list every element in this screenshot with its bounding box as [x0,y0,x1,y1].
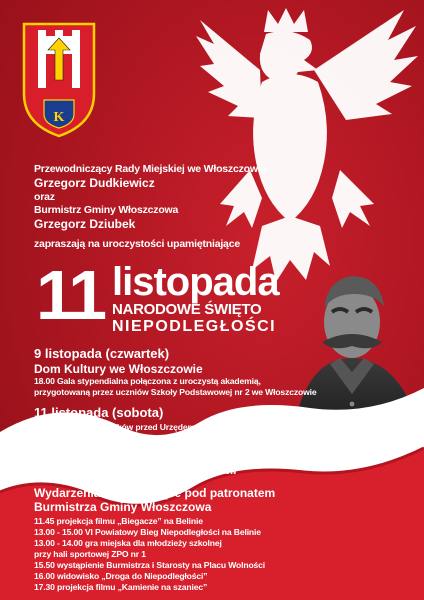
section3-item: 13.00 - 15.00 VI Powiatowy Bieg Niepodległości na Belinie [34,527,261,537]
section3-item: 15.50 wystąpienie Burmistrza i Starosty na Placu Wolności [34,560,266,570]
headline-line-b: NIEPODLEGŁOŚCI [112,318,277,335]
header-conj: oraz [34,191,55,203]
section2-title: 11 listopada (sobota) [34,405,164,420]
header-name-1: Grzegorz Dudkiewicz [34,176,155,190]
section2-item: 10.00 uroczysta msza święta za Ojczyznę [34,444,196,454]
section2-item: 9.50 wymarsz do Kościoła WNMP we Włoszczowie [34,433,233,443]
header-invite: zapraszają na uroczystości upamiętniające [34,238,240,250]
headline-day: 11 [36,256,104,334]
section2-item: 9.40 zbiórka uczestników przed Urzędem Gminy [34,422,224,432]
section1-item: przygotowaną przez uczniów Szkoły Podstawowej nr 2 we Włoszczowie [34,387,317,397]
section1-title: 9 listopada (czwartek) [34,346,170,361]
section2-item: 11.25 przemówienia Burmistrza i składanie kwiatów [34,466,237,476]
coat-letter: K [53,110,65,125]
section3-item: 17.30 projekcja filmu „Kamienie na szaniec” [34,582,208,592]
section3-title-a: Wydarzenia towarzyszące pod patronatem [34,486,276,500]
section3-item: 11.45 projekcja filmu „Biegacze” na Belinie [34,516,203,526]
header-line-2: Burmistrz Gminy Włoszczowa [34,204,179,216]
headline-line-a: NARODOWE ŚWIĘTO [112,301,262,318]
section1-item: 18.00 Gala stypendialna połączona z uroczystą akademią, [34,376,261,386]
section3-item: 13.00 - 14.00 gra miejska dla młodzieży szkolnej [34,538,222,548]
section3-item: 16.00 widowisko „Droga do Niepodległości” [34,571,208,581]
headline-month: listopada [112,260,279,304]
section3-item: przy hali sportowej ZPO nr 1 [34,549,146,559]
section1-place: Dom Kultury we Włoszczowie [34,362,203,376]
section2-item: 11.15 przemarsz pod Pomnik Niepodległości [34,455,209,465]
header-line-1: Przewodniczący Rady Miejskiej we Włoszczowie [34,163,267,175]
coat-of-arms-icon [22,20,96,138]
section3-title-b: Burmistrza Gminy Włoszczowa [34,500,212,514]
header-name-2: Grzegorz Dziubek [34,217,136,231]
